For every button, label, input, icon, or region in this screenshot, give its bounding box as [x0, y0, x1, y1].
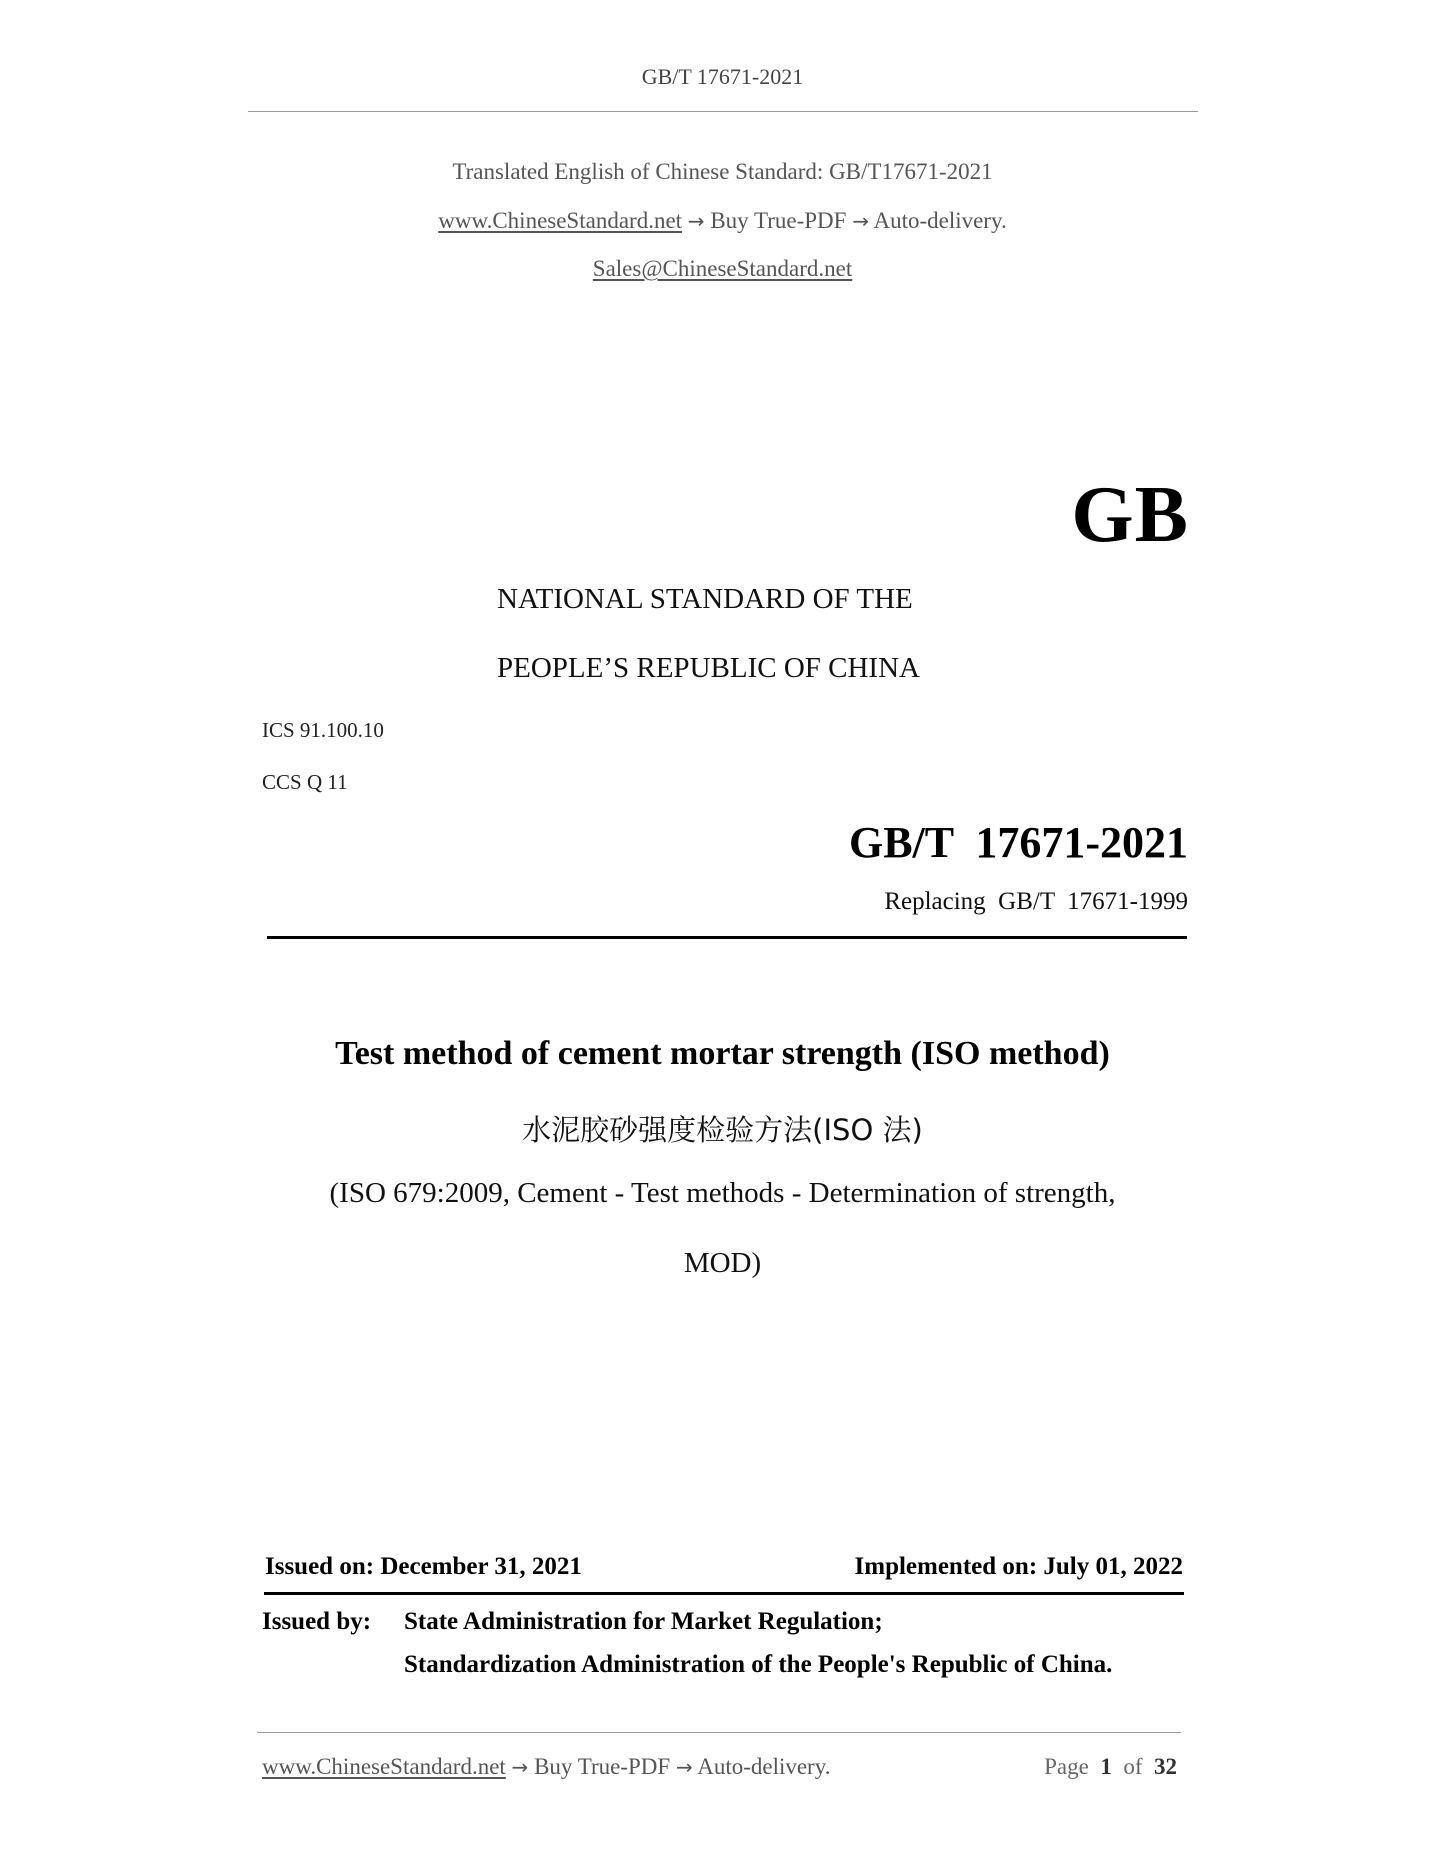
footer-divider [257, 1732, 1181, 1733]
page-number: 1 [1100, 1754, 1112, 1779]
page-total: 32 [1154, 1754, 1177, 1779]
document-title-english: Test method of cement mortar strength (ISO method) [335, 1035, 1110, 1072]
national-standard-line-2: PEOPLE’S REPUBLIC OF CHINA [497, 652, 920, 684]
document-title-chinese: 水泥胶砂强度检验方法(ISO 法) [522, 1113, 923, 1147]
arrow-right-icon: → [687, 209, 705, 233]
issuer-1: State Administration for Market Regulation; [404, 1608, 883, 1635]
page-label: Page [1044, 1754, 1089, 1779]
buy-text: Buy True-PDF [710, 208, 847, 233]
site-link[interactable]: www.ChineseStandard.net [438, 208, 683, 233]
arrow-right-icon: → [675, 1755, 693, 1779]
replacing-standard: Replacing GB/T 17671-1999 [884, 888, 1188, 915]
standard-number: GB/T 17671-2021 [848, 818, 1188, 867]
arrow-right-icon: → [852, 209, 869, 233]
of-label: of [1123, 1754, 1143, 1779]
auto-delivery-text: Auto-delivery. [873, 208, 1007, 233]
ics-code: ICS 91.100.10 [262, 718, 384, 742]
issue-divider [264, 1592, 1184, 1595]
sales-line [0, 256, 1445, 282]
running-header: GB/T 17671-2021 [641, 64, 804, 89]
iso-reference-line-1: (ISO 679:2009, Cement - Test methods - Determination of strength, [329, 1177, 1116, 1209]
gb-logo: GB [1071, 471, 1189, 559]
arrow-right-icon: → [511, 1755, 529, 1779]
buy-line [0, 208, 1445, 234]
issuer-2: Standardization Administration of the People's Republic of China. [404, 1651, 1113, 1678]
footer-buy-line [262, 1754, 830, 1780]
implemented-on-date: Implemented on: July 01, 2022 [854, 1553, 1183, 1580]
ccs-code: CCS Q 11 [262, 770, 348, 794]
iso-reference-line-2: MOD) [683, 1247, 762, 1279]
issued-on-date: Issued on: December 31, 2021 [265, 1553, 582, 1580]
footer-auto-delivery-text: Auto-delivery. [697, 1754, 831, 1779]
header-divider [248, 111, 1198, 112]
sales-email-link[interactable]: Sales@ChineseStandard.net [592, 256, 853, 281]
issued-by-label: Issued by: [262, 1608, 372, 1635]
footer-buy-text: Buy True-PDF [534, 1754, 671, 1779]
footer-site-link[interactable]: www.ChineseStandard.net [262, 1754, 506, 1779]
title-divider [267, 936, 1187, 939]
page-indicator [1044, 1754, 1177, 1780]
translation-notice: Translated English of Chinese Standard: GB/T17671-2021 [452, 159, 993, 184]
national-standard-line-1: NATIONAL STANDARD OF THE [497, 583, 913, 615]
